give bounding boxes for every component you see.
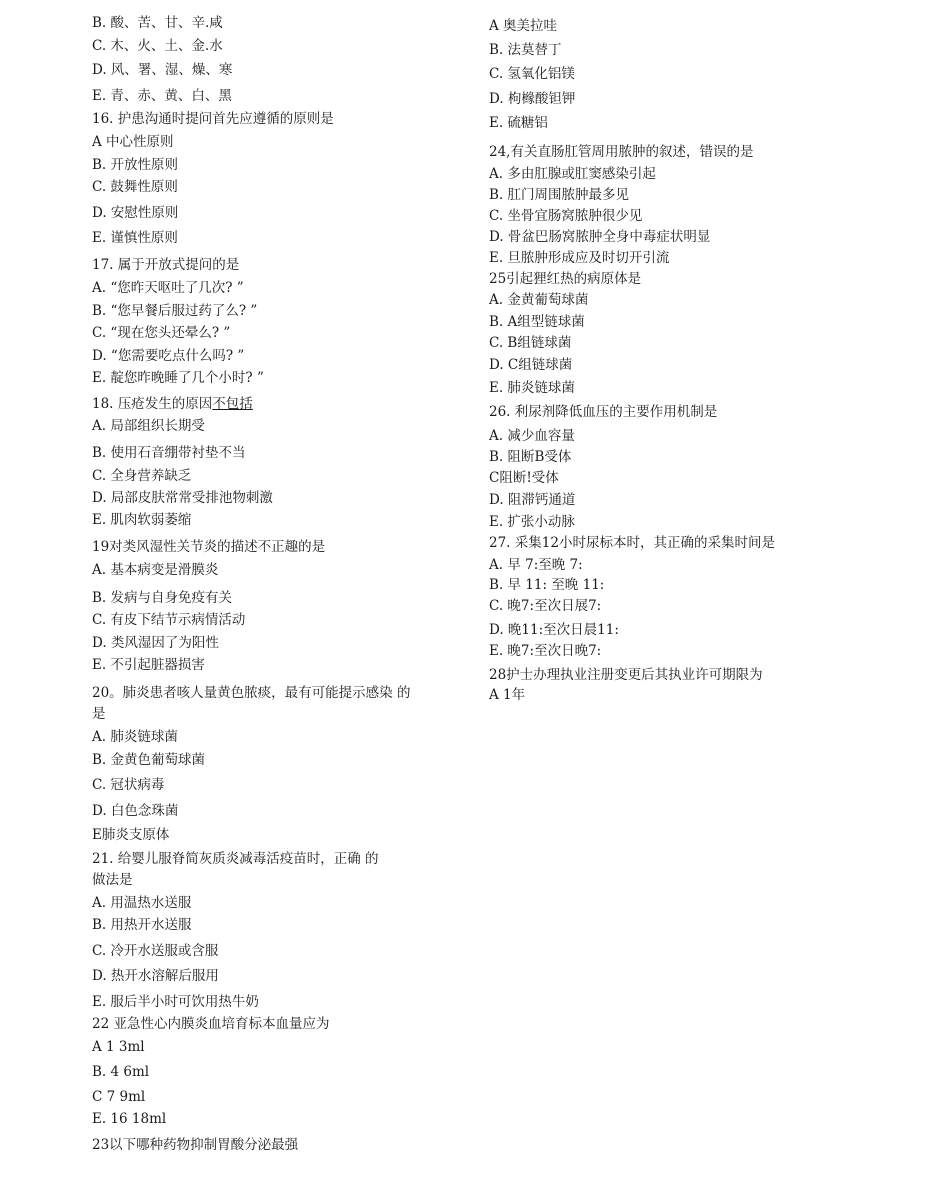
text-line: A 奥美拉哇 bbox=[489, 18, 558, 34]
text-line: A. 用温热水送服 bbox=[92, 895, 192, 911]
text-line: C. 坐骨宜肠窝脓肿很少见 bbox=[489, 208, 643, 224]
text-line: D. 热开水溶解后服用 bbox=[92, 968, 219, 984]
text-line: C. B组链球菌 bbox=[489, 335, 572, 351]
text-line: D. 风、署、湿、燥、寒 bbox=[92, 62, 233, 78]
text-line: E. 靛您昨晚睡了几个小时? ” bbox=[92, 370, 264, 386]
text-line: C. 氢氧化铝镁 bbox=[489, 66, 575, 82]
text-line: C. 鼓舞性原则 bbox=[92, 179, 178, 195]
text-line: E. 晚7:至次日晚7: bbox=[489, 643, 602, 659]
text-line: A 1年 bbox=[489, 687, 526, 703]
text-line: E. 不引起脏器损害 bbox=[92, 657, 205, 673]
text-line: E. 肺炎链球菌 bbox=[489, 380, 575, 396]
text-line: A. 减少血容量 bbox=[489, 428, 575, 444]
question-25: 25引起狸红热的病原体是 bbox=[489, 271, 642, 287]
text-line: B. 使用石音绷带衬垫不当 bbox=[92, 445, 246, 461]
question-24: 24,有关直肠肛管周用脓肿的叙述，错误的是 bbox=[489, 144, 754, 160]
text-line: C. 有皮下结节示病情活动 bbox=[92, 612, 246, 628]
text-line: E. 肌肉软弱萎缩 bbox=[92, 512, 192, 528]
text-line: E. 旦脓肿形成应及时切开引流 bbox=[489, 250, 670, 266]
question-18 bbox=[92, 395, 253, 413]
text-line: B. A组型链球菌 bbox=[489, 314, 585, 330]
text-line: A. 金黄葡萄球菌 bbox=[489, 292, 589, 308]
text-line: C. “现在您头还晕么? ” bbox=[92, 325, 231, 341]
text-line: A 中心性原则 bbox=[92, 134, 174, 150]
text-line: A 1 3ml bbox=[92, 1039, 145, 1055]
text-line: A. 多由肛腺或肛窦感染引起 bbox=[489, 166, 656, 182]
text-line: 做法是 bbox=[92, 872, 133, 888]
text-line: D. “您需要吃点什么吗? ” bbox=[92, 348, 245, 364]
text-line: D. 晚11:至次日晨11: bbox=[489, 622, 619, 638]
text-line: D. 白色念珠菌 bbox=[92, 803, 179, 819]
question-17: 17. 属于开放式提问的是 bbox=[92, 257, 240, 273]
text-line: C. 冷开水送服或含服 bbox=[92, 943, 219, 959]
text-line: C. 木、火、土、金.水 bbox=[92, 38, 223, 54]
text-line: B. 早 11: 至晚 11: bbox=[489, 577, 605, 593]
text-line: E. 服后半小时可饮用热牛奶 bbox=[92, 994, 259, 1010]
text-line: B. 酸、苦、甘、辛.咸 bbox=[92, 15, 223, 31]
question-23: 23以下哪种药物抑制胃酸分泌最强 bbox=[92, 1137, 299, 1153]
text-line: B. 法莫替丁 bbox=[489, 42, 562, 58]
text-line: B. 发病与自身免疫有关 bbox=[92, 590, 233, 606]
question-21: 21. 给婴儿服脊简灰质炎减毒活疫苗时，正确 的 bbox=[92, 851, 379, 867]
text-line: D. 骨盆巴肠窝脓肿全身中毒症状明显 bbox=[489, 229, 711, 245]
text-line: E. 扩张小动脉 bbox=[489, 514, 575, 530]
text-line: C 7 9ml bbox=[92, 1089, 146, 1105]
text-line: C. 冠状病毒 bbox=[92, 777, 165, 793]
text-line: B. “您早餐后服过药了么? ” bbox=[92, 303, 258, 319]
text-line: E. 青、赤、黄、白、黑 bbox=[92, 88, 232, 104]
text-line: C阻断!受体 bbox=[489, 470, 559, 486]
text-line: D. 安慰性原则 bbox=[92, 205, 179, 221]
text-line: A. 早 7:至晚 7: bbox=[489, 557, 583, 573]
question-28: 28护士办理执业注册变更后其执业许可期限为 bbox=[489, 667, 763, 683]
text-line: D. 类风湿因了为阳性 bbox=[92, 635, 219, 651]
text-line: D. 局部皮肤常常受排池物刺激 bbox=[92, 490, 273, 506]
text-line: E. 谨慎性原则 bbox=[92, 230, 178, 246]
text-line: C. 全身营养缺乏 bbox=[92, 468, 192, 484]
question-18-underline: 不包括 bbox=[212, 396, 253, 412]
text-line: 是 bbox=[92, 706, 106, 722]
question-27: 27. 采集12小时尿标本时，其正确的采集时间是 bbox=[489, 535, 775, 551]
text-line: A. 肺炎链球菌 bbox=[92, 729, 178, 745]
question-18-text: 18. 压疮发生的原因 bbox=[92, 396, 213, 412]
text-line: B. 阻断B受体 bbox=[489, 449, 572, 465]
text-line: A. 基本病变是滑膜炎 bbox=[92, 562, 219, 578]
text-line: E. 硫糖铝 bbox=[489, 115, 548, 131]
question-20: 20。肺炎患者咳人量黄色脓痰，最有可能提示感染 的 bbox=[92, 685, 411, 701]
text-line: B. 肛门周围脓肿最多见 bbox=[489, 187, 630, 203]
question-16: 16. 护患沟通时提问首先应遵循的原则是 bbox=[92, 111, 334, 127]
question-26: 26. 利尿剂降低血压的主要作用机制是 bbox=[489, 404, 718, 420]
text-line: C. 晚7:至次日展7: bbox=[489, 598, 602, 614]
text-line: E. 16 18ml bbox=[92, 1111, 167, 1127]
text-line: B. 开放性原则 bbox=[92, 157, 179, 173]
text-line: A. 局部组织长期受 bbox=[92, 418, 205, 434]
text-line: B. 用热开水送服 bbox=[92, 917, 192, 933]
text-line: D. C组链球菌 bbox=[489, 357, 573, 373]
text-line: D. 阻滞钙通道 bbox=[489, 492, 576, 508]
text-line: A. “您昨天呕吐了几次? ” bbox=[92, 280, 244, 296]
text-line: D. 枸橼酸钽钾 bbox=[489, 91, 576, 107]
text-line: B. 4 6ml bbox=[92, 1064, 150, 1080]
question-22: 22 亚急性心内膜炎血培育标本血量应为 bbox=[92, 1016, 330, 1032]
text-line: B. 金黄色葡萄球菌 bbox=[92, 752, 206, 768]
question-19: 19对类风湿性关节炎的描述不正趣的是 bbox=[92, 539, 326, 555]
text-line: E肺炎支原体 bbox=[92, 827, 170, 843]
